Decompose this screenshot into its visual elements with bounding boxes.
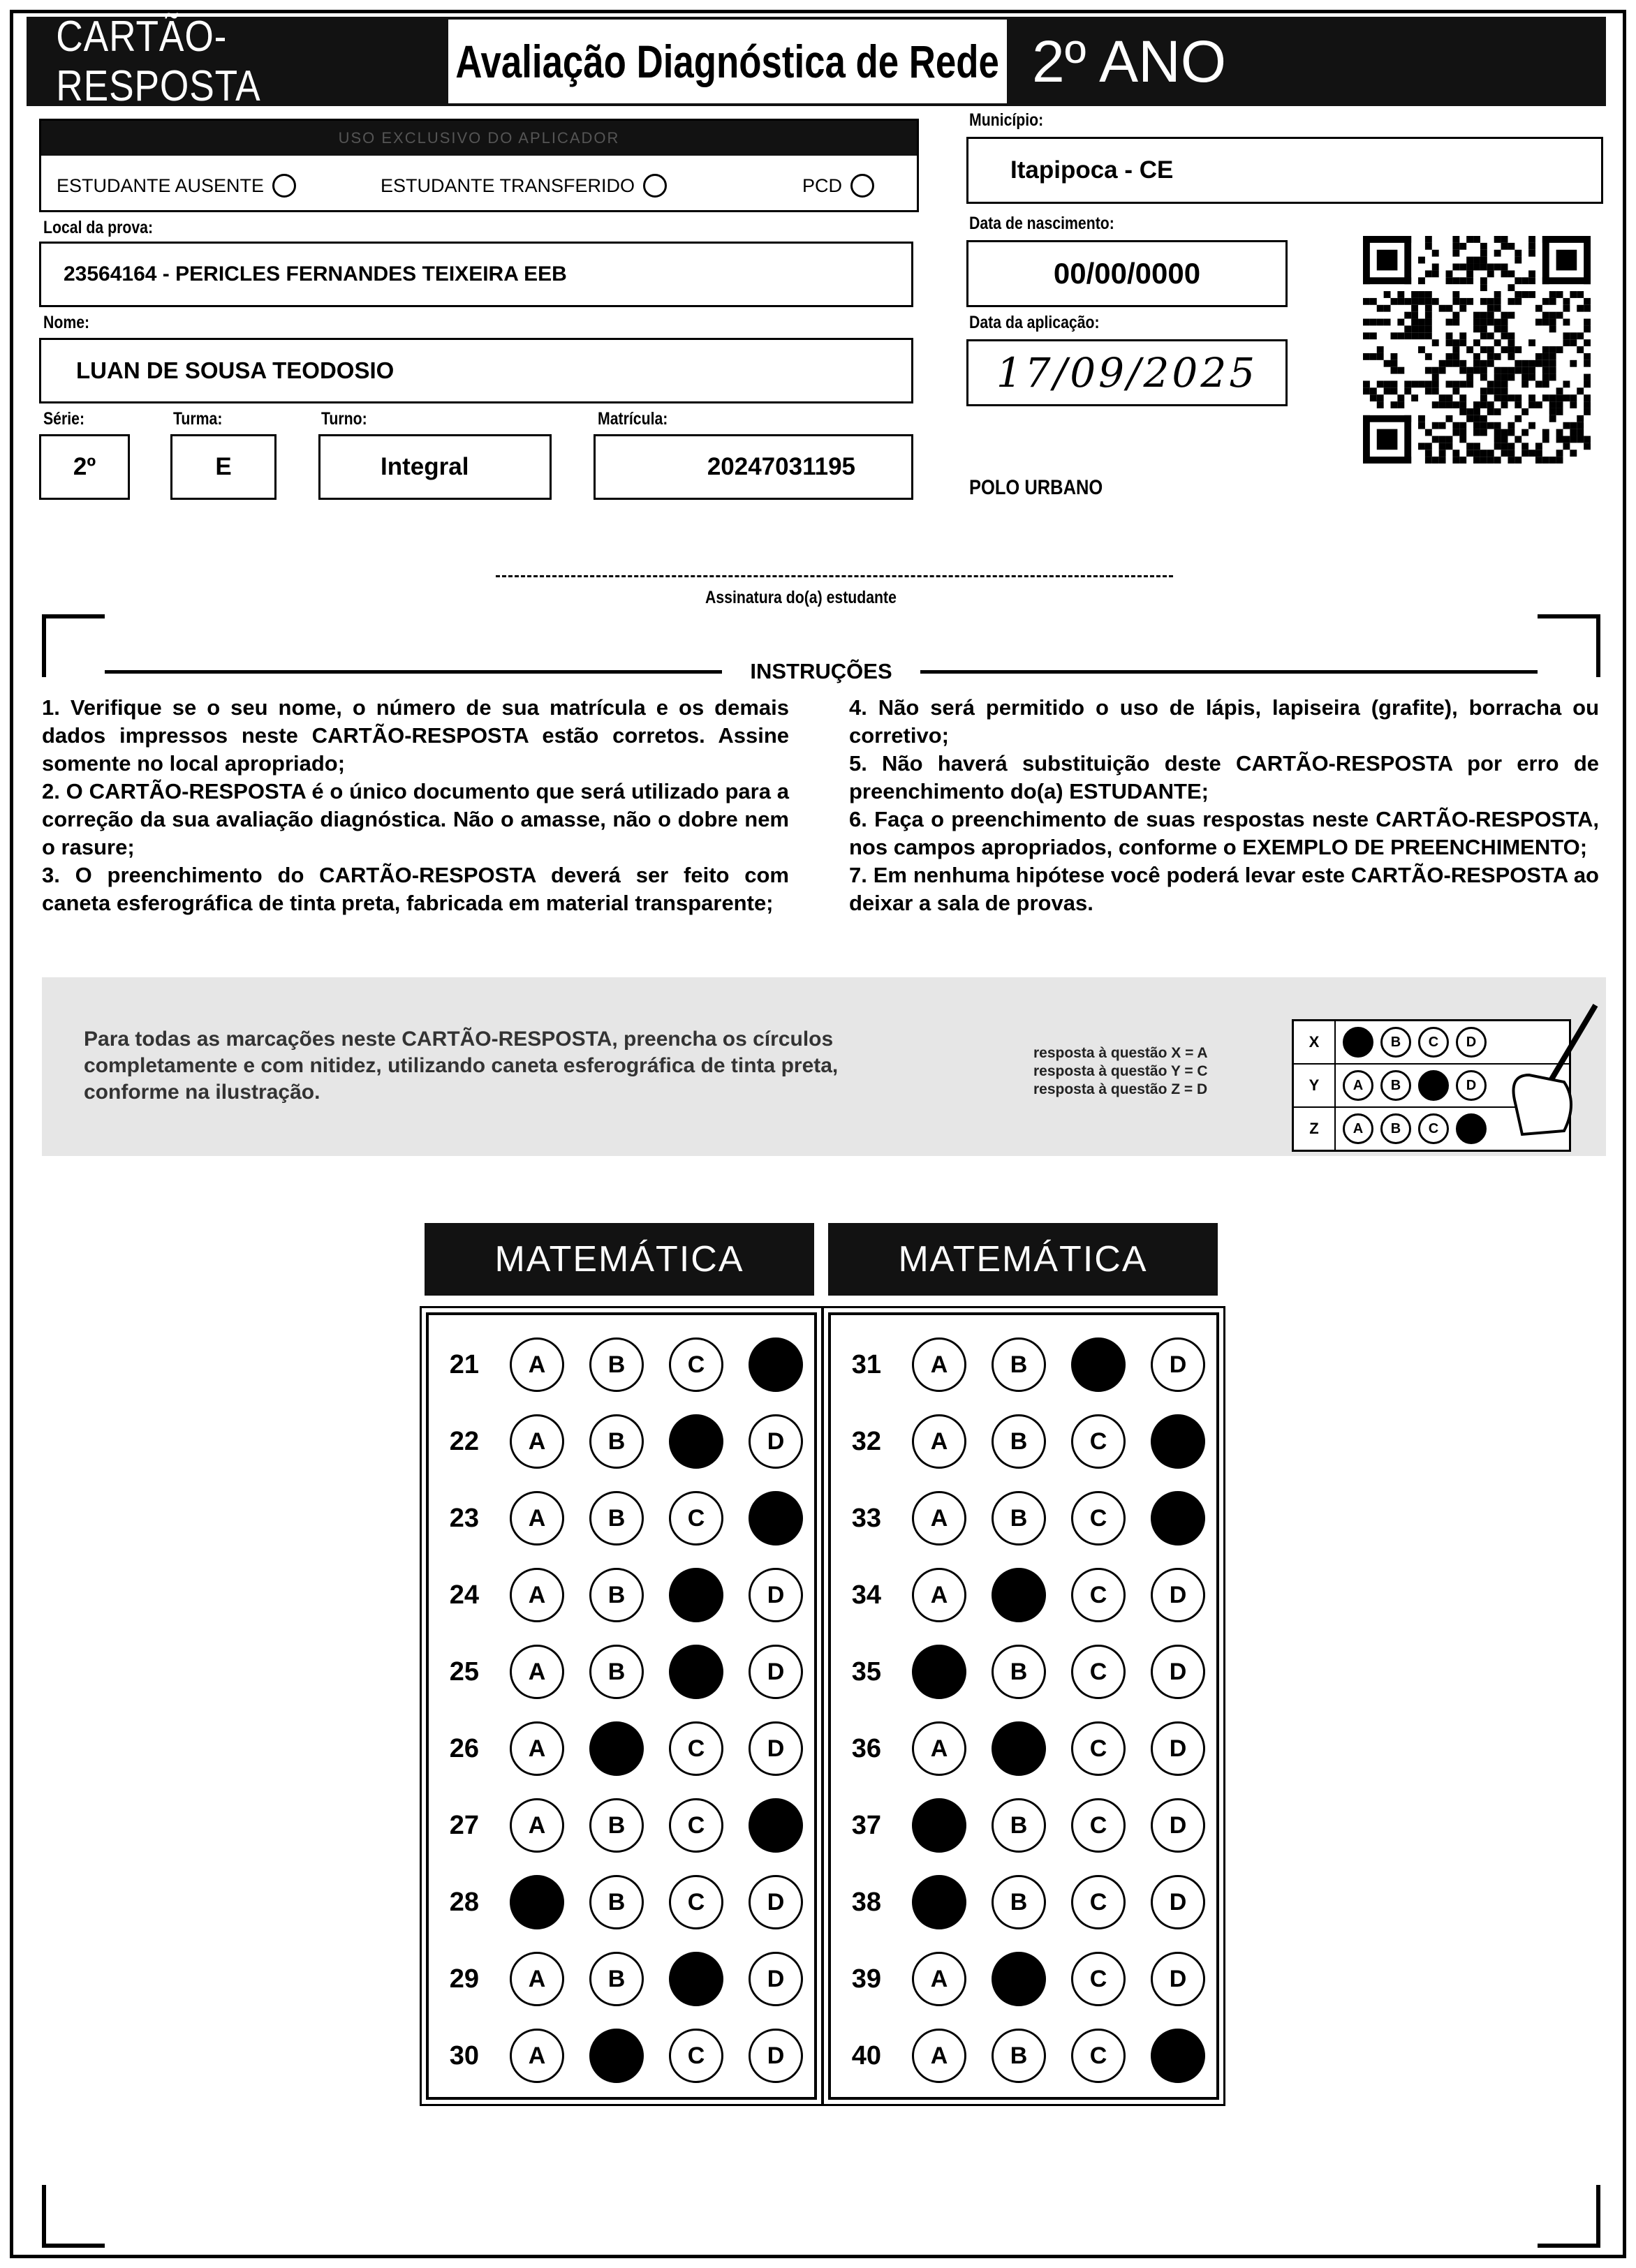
bubble-21-c[interactable]: C — [669, 1337, 723, 1392]
grade-title: 2º ANO — [1032, 28, 1227, 94]
bubble-25-b[interactable]: B — [589, 1645, 644, 1699]
question-number: 24 — [449, 1580, 479, 1610]
bubble-27-a[interactable]: A — [510, 1798, 564, 1853]
bubble-28-c[interactable]: C — [669, 1875, 723, 1929]
question-row-23 — [429, 1487, 814, 1550]
question-number: 31 — [851, 1349, 881, 1379]
bubble-30-b[interactable] — [589, 2029, 644, 2083]
answer-block-1 — [426, 1312, 817, 2100]
bubble-36-a[interactable]: A — [912, 1721, 966, 1776]
question-row-40 — [831, 2024, 1216, 2087]
bubble-34-b[interactable] — [992, 1568, 1046, 1622]
bubble-35-c[interactable]: C — [1071, 1645, 1126, 1699]
question-row-28 — [429, 1871, 814, 1934]
bubble-28-a[interactable] — [510, 1875, 564, 1929]
bubble-22-c[interactable] — [669, 1414, 723, 1469]
corner-mark-bottom-left — [42, 2185, 105, 2248]
bubble-29-b[interactable]: B — [589, 1952, 644, 2006]
question-number: 21 — [449, 1349, 479, 1379]
corner-mark-top-left — [42, 614, 105, 677]
question-row-21 — [429, 1333, 814, 1396]
corner-mark-top-right — [1538, 614, 1600, 677]
serie-field: 2º — [39, 434, 130, 500]
bubble-37-a[interactable] — [912, 1798, 966, 1853]
bubble-35-d[interactable]: D — [1151, 1645, 1205, 1699]
bubble-26-b[interactable] — [589, 1721, 644, 1776]
example-bubble: D — [1456, 1027, 1487, 1058]
bubble-30-a[interactable]: A — [510, 2029, 564, 2083]
nascimento-label: Data de nascimento: — [969, 214, 1114, 233]
bubble-23-b[interactable]: B — [589, 1491, 644, 1546]
card-title: CARTÃO-RESPOSTA — [56, 13, 261, 110]
question-number: 34 — [851, 1580, 881, 1610]
instruction-3: 3. O preenchimento do CARTÃO-RESPOSTA deverá ser feito com caneta esferográfica de tinta preta, fabricada em material transparente; — [42, 863, 789, 915]
bubble-33-d[interactable] — [1151, 1491, 1205, 1546]
question-number: 37 — [851, 1810, 881, 1840]
bubble-30-c[interactable]: C — [669, 2029, 723, 2083]
question-row-27 — [429, 1794, 814, 1857]
pcd-circle[interactable] — [850, 174, 874, 198]
bubble-25-d[interactable]: D — [749, 1645, 803, 1699]
question-row-32 — [831, 1410, 1216, 1473]
instructions-heading: INSTRUÇÕES — [105, 658, 1538, 685]
bubble-26-a[interactable]: A — [510, 1721, 564, 1776]
bubble-36-c[interactable]: C — [1071, 1721, 1126, 1776]
applicator-section — [39, 119, 919, 212]
question-number: 23 — [449, 1503, 479, 1533]
bubble-38-c[interactable]: C — [1071, 1875, 1126, 1929]
bubble-38-b[interactable]: B — [992, 1875, 1046, 1929]
bubble-39-a[interactable]: A — [912, 1952, 966, 2006]
bubble-28-d[interactable]: D — [749, 1875, 803, 1929]
bubble-31-c[interactable] — [1071, 1337, 1126, 1392]
section-title-2: MATEMÁTICA — [828, 1223, 1218, 1296]
bubble-40-c[interactable]: C — [1071, 2029, 1126, 2083]
question-row-22 — [429, 1410, 814, 1473]
example-bubble — [1456, 1113, 1487, 1144]
bubble-31-a[interactable]: A — [912, 1337, 966, 1392]
applicator-bar: USO EXCLUSIVO DO APLICADOR — [41, 121, 917, 156]
bubble-21-b[interactable]: B — [589, 1337, 644, 1392]
bubble-26-d[interactable]: D — [749, 1721, 803, 1776]
bubble-30-d[interactable]: D — [749, 2029, 803, 2083]
bubble-29-c[interactable] — [669, 1952, 723, 2006]
question-number: 30 — [449, 2040, 479, 2070]
bubble-29-a[interactable]: A — [510, 1952, 564, 2006]
bubble-36-b[interactable] — [992, 1721, 1046, 1776]
bubble-39-d[interactable]: D — [1151, 1952, 1205, 2006]
bubble-32-b[interactable]: B — [992, 1414, 1046, 1469]
bubble-34-a[interactable]: A — [912, 1568, 966, 1622]
bubble-40-d[interactable] — [1151, 2029, 1205, 2083]
question-row-30 — [429, 2024, 814, 2087]
question-row-35 — [831, 1640, 1216, 1703]
bubble-27-c[interactable]: C — [669, 1798, 723, 1853]
bubble-38-d[interactable]: D — [1151, 1875, 1205, 1929]
question-number: 36 — [851, 1733, 881, 1763]
question-row-26 — [429, 1717, 814, 1780]
bubble-32-a[interactable]: A — [912, 1414, 966, 1469]
bubble-34-d[interactable]: D — [1151, 1568, 1205, 1622]
example-bubble: D — [1456, 1070, 1487, 1101]
bubble-23-c[interactable]: C — [669, 1491, 723, 1546]
bubble-24-a[interactable]: A — [510, 1568, 564, 1622]
question-row-33 — [831, 1487, 1216, 1550]
instruction-4: 4. Não será permitido o uso de lápis, lapiseira (grafite), borracha ou corretivo; — [849, 695, 1599, 748]
question-number: 39 — [851, 1964, 881, 1994]
polo-label: POLO URBANO — [969, 476, 1103, 499]
option-absent[interactable]: ESTUDANTE AUSENTE — [57, 174, 296, 198]
matricula-label: Matrícula: — [598, 409, 668, 429]
example-bubble: B — [1380, 1113, 1411, 1144]
bubble-28-b[interactable]: B — [589, 1875, 644, 1929]
example-bubble: A — [1343, 1113, 1373, 1144]
question-row-24 — [429, 1564, 814, 1626]
question-number: 40 — [851, 2040, 881, 2070]
bubble-39-c[interactable]: C — [1071, 1952, 1126, 2006]
example-bubble — [1418, 1070, 1449, 1101]
question-row-36 — [831, 1717, 1216, 1780]
bubble-23-a[interactable]: A — [510, 1491, 564, 1546]
header-band — [27, 13, 1606, 110]
bubble-35-b[interactable]: B — [992, 1645, 1046, 1699]
turma-field: E — [170, 434, 277, 500]
question-row-38 — [831, 1871, 1216, 1934]
matricula-field: 20247031195 — [594, 434, 913, 500]
question-row-39 — [831, 1948, 1216, 2010]
local-field: 23564164 - PERICLES FERNANDES TEIXEIRA EEB — [39, 242, 913, 307]
question-number: 35 — [851, 1656, 881, 1687]
example-key: Z — [1294, 1108, 1336, 1150]
question-row-37 — [831, 1794, 1216, 1857]
bubble-21-d[interactable] — [749, 1337, 803, 1392]
assessment-title: Avaliação Diagnóstica de Rede — [448, 20, 1007, 103]
bubble-37-d[interactable]: D — [1151, 1798, 1205, 1853]
question-number: 25 — [449, 1656, 479, 1687]
bubble-37-b[interactable]: B — [992, 1798, 1046, 1853]
bubble-25-a[interactable]: A — [510, 1645, 564, 1699]
bubble-32-d[interactable] — [1151, 1414, 1205, 1469]
instruction-7: 7. Em nenhuma hipótese você poderá levar este CARTÃO-RESPOSTA ao deixar a sala de provas. — [849, 863, 1599, 915]
instruction-6: 6. Faça o preenchimento de suas respostas neste CARTÃO-RESPOSTA, nos campos apropriados, conforme o EXEMPLO DE PREENCHIMENTO; — [849, 807, 1599, 859]
nome-field: LUAN DE SOUSA TEODOSIO — [39, 338, 913, 403]
signature-line — [496, 575, 1173, 577]
turno-label: Turno: — [321, 409, 367, 429]
bubble-37-c[interactable]: C — [1071, 1798, 1126, 1853]
bubble-29-d[interactable]: D — [749, 1952, 803, 2006]
example-key: Y — [1294, 1065, 1336, 1106]
example-bubble: A — [1343, 1070, 1373, 1101]
bubble-38-a[interactable] — [912, 1875, 966, 1929]
aplicacao-label: Data da aplicação: — [969, 313, 1100, 332]
bubble-35-a[interactable] — [912, 1645, 966, 1699]
bubble-39-b[interactable] — [992, 1952, 1046, 2006]
nome-label: Nome: — [43, 313, 90, 332]
nascimento-field: 00/00/0000 — [966, 240, 1288, 307]
bubble-27-b[interactable]: B — [589, 1798, 644, 1853]
turno-field: Integral — [318, 434, 552, 500]
municipio-field: Itapipoca - CE — [966, 137, 1603, 204]
instructions-right — [849, 694, 1599, 917]
bubble-24-c[interactable] — [669, 1568, 723, 1622]
hand-pen-icon — [1501, 998, 1606, 1138]
serie-label: Série: — [43, 409, 85, 429]
bubble-40-a[interactable]: A — [912, 2029, 966, 2083]
example-bubble: B — [1380, 1070, 1411, 1101]
example-bubble: C — [1418, 1027, 1449, 1058]
question-number: 32 — [851, 1426, 881, 1456]
bubble-31-b[interactable]: B — [992, 1337, 1046, 1392]
bubble-23-d[interactable] — [749, 1491, 803, 1546]
turma-label: Turma: — [173, 409, 223, 429]
fill-example — [42, 977, 1606, 1156]
question-number: 27 — [449, 1810, 479, 1840]
bubble-32-c[interactable]: C — [1071, 1414, 1126, 1469]
bubble-34-c[interactable]: C — [1071, 1568, 1126, 1622]
signature-label: Assinatura do(a) estudante — [705, 588, 897, 607]
bubble-33-b[interactable]: B — [992, 1491, 1046, 1546]
instruction-2: 2. O CARTÃO-RESPOSTA é o único documento que será utilizado para a correção da sua avaliação diagnóstica. Não o amasse, não o dobre nem o rasure; — [42, 779, 789, 859]
question-row-34 — [831, 1564, 1216, 1626]
question-number: 28 — [449, 1887, 479, 1917]
example-bubble: C — [1418, 1113, 1449, 1144]
question-number: 29 — [449, 1964, 479, 1994]
bubble-26-c[interactable]: C — [669, 1721, 723, 1776]
bubble-22-d[interactable]: D — [749, 1414, 803, 1469]
bubble-21-a[interactable]: A — [510, 1337, 564, 1392]
option-transferred[interactable]: ESTUDANTE TRANSFERIDO — [381, 174, 667, 198]
question-number: 22 — [449, 1426, 479, 1456]
instructions-left — [42, 694, 789, 917]
example-legend: resposta à questão X = A resposta à questão Y = C resposta à questão Z = D — [1033, 1045, 1208, 1097]
option-pcd[interactable]: PCD — [802, 174, 874, 198]
instruction-5: 5. Não haverá substituição deste CARTÃO-RESPOSTA por erro de preenchimento do(a) ESTUDANTE; — [849, 751, 1599, 803]
municipio-label: Município: — [969, 110, 1044, 130]
example-text: Para todas as marcações neste CARTÃO-RESPOSTA, preencha os círculos completamente e com nitidez, utilizando caneta esferográfica de tinta preta, conforme na ilustração. — [84, 1028, 839, 1104]
question-number: 26 — [449, 1733, 479, 1763]
bubble-40-b[interactable]: B — [992, 2029, 1046, 2083]
question-row-29 — [429, 1948, 814, 2010]
answer-block-2 — [828, 1312, 1219, 2100]
question-number: 33 — [851, 1503, 881, 1533]
question-number: 38 — [851, 1887, 881, 1917]
question-row-25 — [429, 1640, 814, 1703]
section-title-1: MATEMÁTICA — [425, 1223, 814, 1296]
bubble-22-a[interactable]: A — [510, 1414, 564, 1469]
bubble-33-a[interactable]: A — [912, 1491, 966, 1546]
bubble-36-d[interactable]: D — [1151, 1721, 1205, 1776]
qr-code-icon — [1359, 236, 1595, 464]
instruction-1: 1. Verifique se o seu nome, o número de sua matrícula e os demais dados impressos neste CARTÃO-RESPOSTA estão corretos. Assine somente no local apropriado; — [42, 695, 789, 776]
bubble-24-d[interactable]: D — [749, 1568, 803, 1622]
corner-mark-bottom-right — [1538, 2185, 1600, 2248]
example-key: X — [1294, 1021, 1336, 1063]
bubble-31-d[interactable]: D — [1151, 1337, 1205, 1392]
local-label: Local da prova: — [43, 218, 154, 237]
bubble-25-c[interactable] — [669, 1645, 723, 1699]
example-bubble: B — [1380, 1027, 1411, 1058]
transferred-circle[interactable] — [643, 174, 667, 198]
aplicacao-field: 17/09/2025 — [966, 339, 1288, 406]
bubble-27-d[interactable] — [749, 1798, 803, 1853]
bubble-22-b[interactable]: B — [589, 1414, 644, 1469]
question-row-31 — [831, 1333, 1216, 1396]
example-bubble — [1343, 1027, 1373, 1058]
absent-circle[interactable] — [272, 174, 296, 198]
bubble-33-c[interactable]: C — [1071, 1491, 1126, 1546]
bubble-24-b[interactable]: B — [589, 1568, 644, 1622]
